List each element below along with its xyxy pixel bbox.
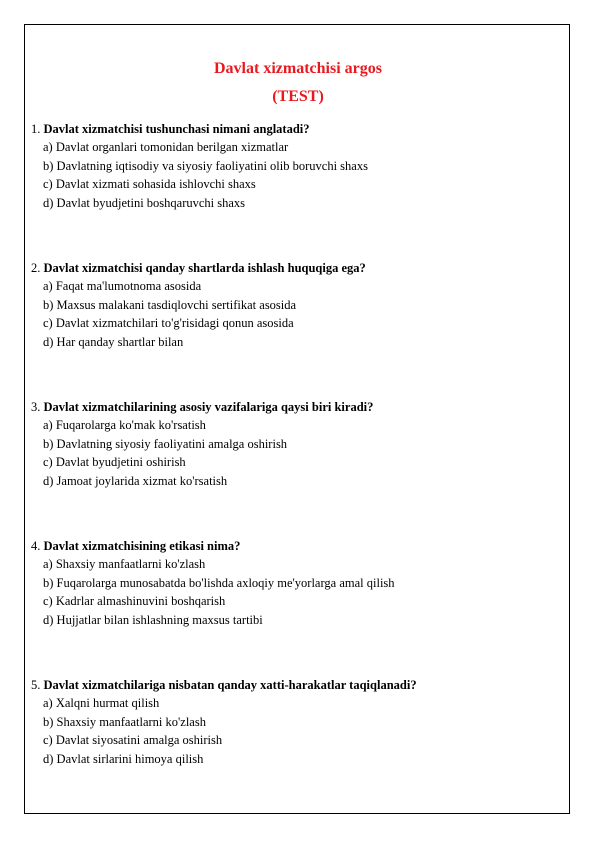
question-1-option-b: b) Davlatning iqtisodiy va siyosiy faoliyatini olib boruvchi shaxs [43,158,368,173]
question-4-prompt [31,537,561,555]
question-1-number: 1. [31,122,41,136]
question-2 [31,259,561,351]
question-4-number: 4. [31,539,41,553]
question-3-text: Davlat xizmatchilarining asosiy vazifalariga qaysi biri kiradi? [43,400,374,414]
question-1-option-d: d) Davlat byudjetini boshqaruvchi shaxs [43,195,246,210]
question-4-option-d: d) Hujjatlar bilan ishlashning maxsus tartibi [43,612,263,627]
question-2-option-c: c) Davlat xizmatchilari to'g'risidagi qonun asosida [43,316,294,331]
question-5-number: 5. [31,678,41,692]
question-3-number: 3. [31,400,41,414]
question-5-prompt [31,676,561,694]
question-4-option-b: b) Fuqarolarga munosabatda bo'lishda axloqiy me'yorlarga amal qilish [43,575,395,590]
question-3-option-c: c) Davlat byudjetini oshirish [43,455,186,470]
question-1-option-a: a) Davlat organlari tomonidan berilgan xizmatlar [43,140,289,154]
question-3-option-d: d) Jamoat joylarida xizmat ko'rsatish [43,473,228,488]
question-4-option-c: c) Kadrlar almashinuvini boshqarish [43,594,226,609]
question-5 [31,676,561,768]
question-2-prompt [31,259,561,277]
question-3 [31,398,561,490]
question-5-option-d: d) Davlat sirlarini himoya qilish [43,751,204,766]
question-2-option-b: b) Maxsus malakani tasdiqlovchi sertifikat asosida [43,297,297,312]
question-4-options [31,555,561,629]
question-5-option-b: b) Shaxsiy manfaatlarni ko'zlash [43,714,206,729]
question-1-options [31,138,561,212]
question-4 [31,537,561,629]
question-2-option-a: a) Faqat ma'lumotnoma asosida [43,279,202,293]
question-5-option-a: a) Xalqni hurmat qilish [43,696,160,710]
question-1-prompt [31,120,561,138]
question-3-option-b: b) Davlatning siyosiy faoliyatini amalga oshirish [43,436,288,451]
question-5-text: Davlat xizmatchilariga nisbatan qanday xatti-harakatlar taqiqlanadi? [43,678,417,692]
question-1 [31,120,561,212]
question-5-option-c: c) Davlat siyosatini amalga oshirish [43,733,223,748]
document-subtitle: (TEST) [272,88,324,105]
question-4-option-a: a) Shaxsiy manfaatlarni ko'zlash [43,557,206,571]
question-4-text: Davlat xizmatchisining etikasi nima? [43,539,241,553]
question-2-option-d: d) Har qanday shartlar bilan [43,334,184,349]
question-1-text: Davlat xizmatchisi tushunchasi nimani anglatadi? [43,122,310,136]
document-title: Davlat xizmatchisi argos [214,60,382,77]
question-2-text: Davlat xizmatchisi qanday shartlarda ishlash huquqiga ega? [43,261,366,275]
question-3-prompt [31,398,561,416]
question-5-options [31,694,561,768]
question-3-option-a: a) Fuqarolarga ko'mak ko'rsatish [43,418,206,432]
question-1-option-c: c) Davlat xizmati sohasida ishlovchi shaxs [43,177,256,192]
question-2-options [31,277,561,351]
question-2-number: 2. [31,261,41,275]
question-3-options [31,416,561,490]
